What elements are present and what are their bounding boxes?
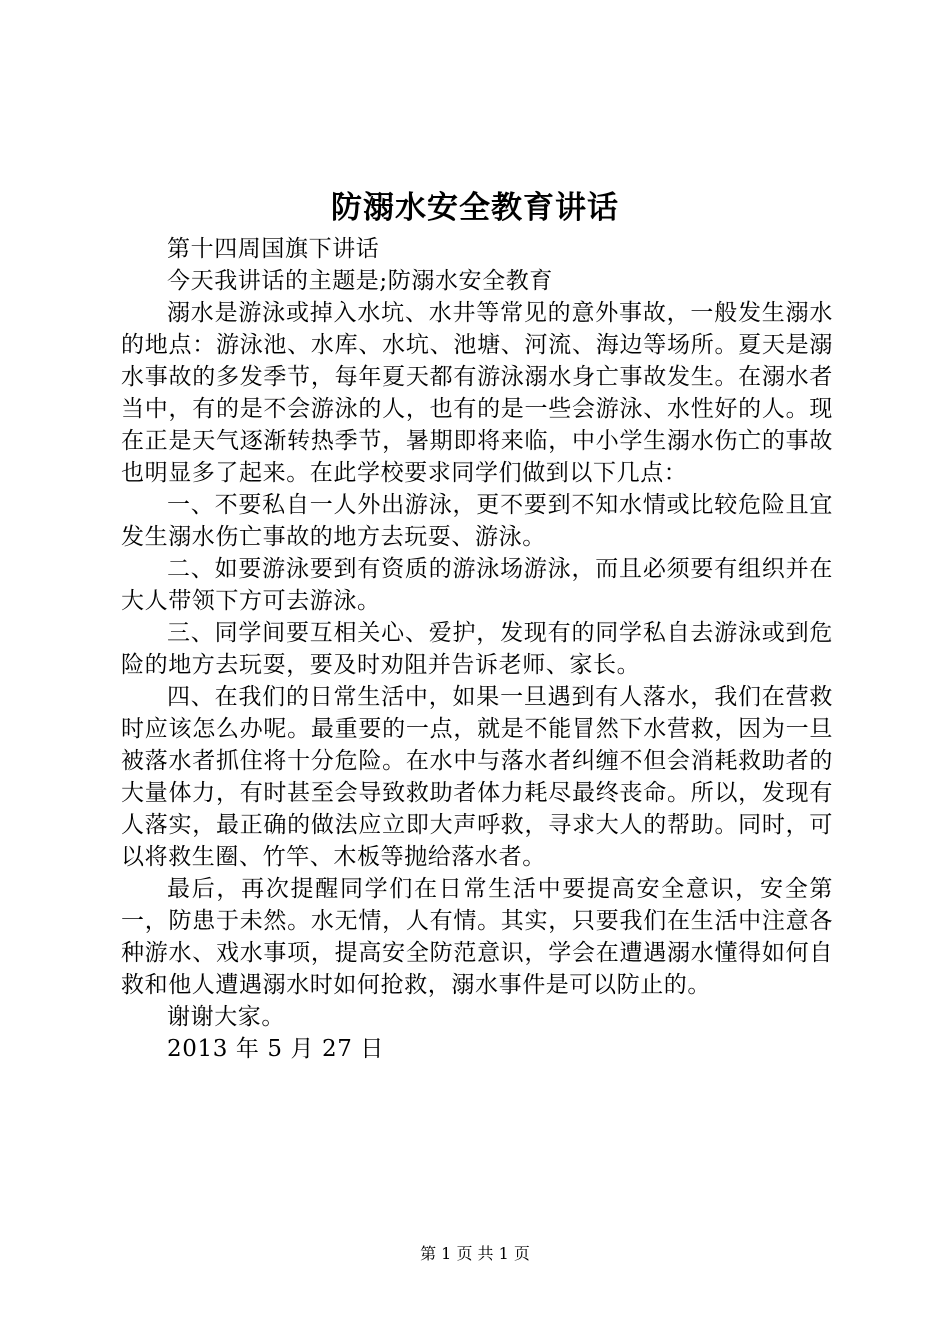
paragraph-thanks: 谢谢大家。 xyxy=(167,1004,285,1030)
paragraph-intro: 溺水是游泳或掉入水坑、水井等常见的意外事故，一般发生溺水的地点：游泳池、水库、水坑、池塘、河流、海边等场所。夏天是溺水事故的多发季节，每年夏天都有游泳溺水身亡事故发生。在溺水者当中，有的是不会游泳的人，也有的是一些会游泳、水性好的人。现在正是天气逐渐转热季节，暑期即将来临，中小学生溺水伤亡的事故也明显多了起来。在此学校要求同学们做到以下几点： xyxy=(121,300,833,486)
paragraph-occasion: 第十四周国旗下讲话 xyxy=(167,236,380,262)
paragraph-point-3: 三、同学间要互相关心、爱护，发现有的同学私自去游泳或到危险的地方去玩耍，要及时劝阻并告诉老师、家长。 xyxy=(121,620,833,678)
paragraph-date: 2013 年 5 月 27 日 xyxy=(167,1036,384,1062)
paragraph-point-4: 四、在我们的日常生活中，如果一旦遇到有人落水，我们在营救时应该怎么办呢。最重要的一点，就是不能冒然下水营救，因为一旦被落水者抓住将十分危险。在水中与落水者纠缠不但会消耗救助者的大量体力，有时甚至会导致救助者体力耗尽最终丧命。所以，发现有人落实，最正确的做法应立即大声呼救，寻求大人的帮助。同时，可以将救生圈、竹竿、木板等抛给落水者。 xyxy=(121,684,833,870)
paragraph-conclusion: 最后，再次提醒同学们在日常生活中要提高安全意识，安全第一，防患于未然。水无情，人有情。其实，只要我们在生活中注意各种游水、戏水事项，提高安全防范意识，学会在遭遇溺水懂得如何自救和他人遭遇溺水时如何抢救，溺水事件是可以防止的。 xyxy=(121,876,833,998)
paragraph-point-1: 一、不要私自一人外出游泳，更不要到不知水情或比较危险且宜发生溺水伤亡事故的地方去玩耍、游泳。 xyxy=(121,492,833,550)
paragraph-topic: 今天我讲话的主题是;防溺水安全教育 xyxy=(167,268,553,294)
page-footer: 第 1 页 共 1 页 xyxy=(420,1244,530,1263)
paragraph-point-2: 二、如要游泳要到有资质的游泳场游泳，而且必须要有组织并在大人带领下方可去游泳。 xyxy=(121,556,833,614)
document-title: 防溺水安全教育讲话 xyxy=(331,190,619,226)
document-body xyxy=(121,233,833,1065)
